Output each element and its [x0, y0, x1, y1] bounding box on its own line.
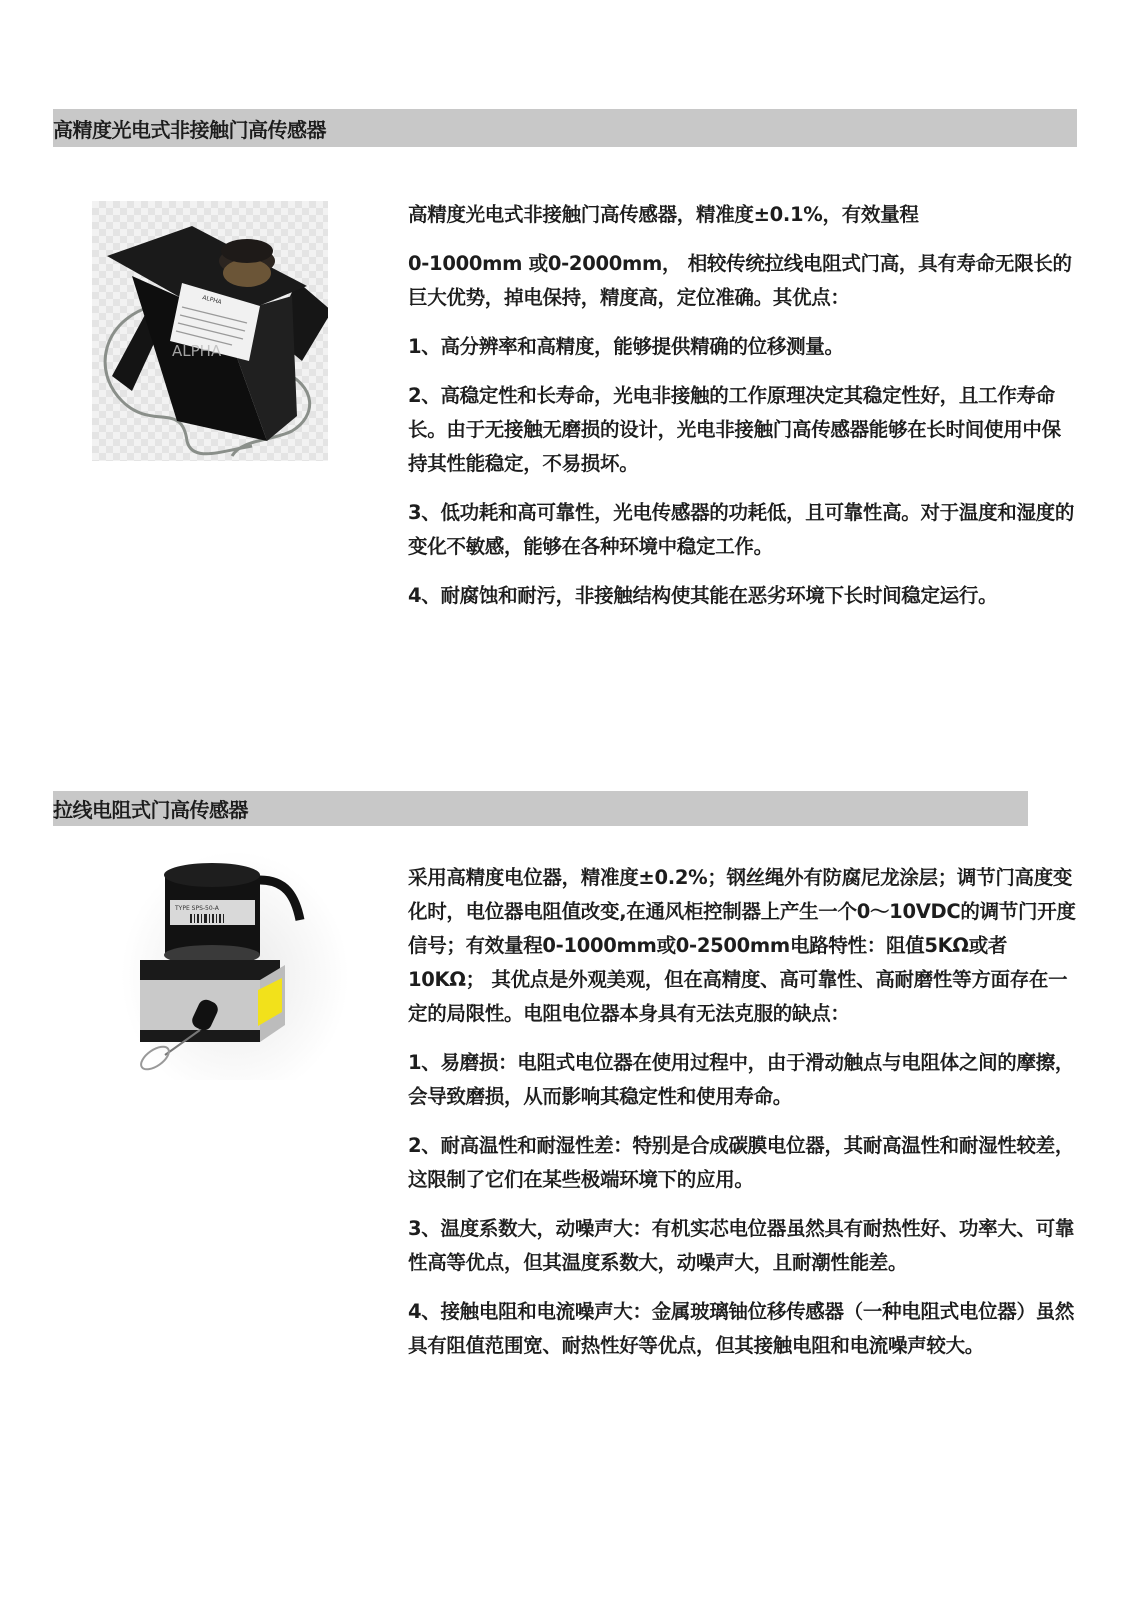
- product-image-draw-wire-sensor: [120, 850, 350, 1080]
- paragraph-drawback-2: 2、耐高温性和耐湿性差：特别是合成碳膜电位器，其耐高温性和耐湿性较差，这限制了它们在某些极端环境下的应用。: [408, 1134, 1075, 1191]
- paragraph-drawback-1: 1、易磨损：电阻式电位器在使用过程中，由于滑动触点与电阻体之间的摩擦，会导致磨损，从而影响其稳定性和使用寿命。: [408, 1051, 1075, 1108]
- photoelectric-sensor-illustration: [92, 201, 328, 461]
- paragraph-intro: 高精度光电式非接触门高传感器，精准度±0.1%，有效量程: [408, 203, 919, 226]
- section-header-draw-wire: [53, 791, 1028, 826]
- paragraph-drawback-4: 4、接触电阻和电流噪声大：金属玻璃铀位移传感器（一种电阻式电位器）虽然具有阻值范围宽、耐热性好等优点，但其接触电阻和电流噪声较大。: [408, 1300, 1075, 1357]
- paragraph-range: 0-1000mm 或0-2000mm， 相较传统拉线电阻式门高，具有寿命无限长的巨大优势，掉电保持，精度高，定位准确。其优点：: [408, 252, 1072, 309]
- paragraph-drawback-3: 3、温度系数大，动噪声大：有机实芯电位器虽然具有耐热性好、功率大、可靠性高等优点，但其温度系数大，动噪声大，且耐潮性能差。: [408, 1217, 1075, 1274]
- draw-wire-sensor-illustration: [120, 850, 350, 1080]
- section-title: 拉线电阻式门高传感器: [53, 798, 248, 822]
- paragraph-advantage-1: 1、高分辨率和高精度，能够提供精确的位移测量。: [408, 335, 844, 358]
- section-header-photoelectric: [53, 109, 1077, 147]
- product-image-photoelectric-sensor: [92, 201, 328, 461]
- sensor-type-label: TYPE SPS-50-A: [175, 905, 219, 912]
- paragraph-intro: 采用高精度电位器，精准度±0.2%；钢丝绳外有防腐尼龙涂层；调节门高度变化时，电位器电阻值改变,在通风柜控制器上产生一个0～10VDC的调节门开度信号；有效量程0-1000mm或0-2500mm电路特性：阻值5KΩ或者10KΩ； 其优点是外观美观，但在高精度、高可靠性、高耐磨性等方面存在一定的局限性。电阻电位器本身具有无法克服的缺点：: [408, 866, 1076, 1025]
- section-body-draw-wire: [408, 861, 1078, 1378]
- paragraph-advantage-2: 2、高稳定性和长寿命，光电非接触的工作原理决定其稳定性好，且工作寿命长。由于无接触无磨损的设计，光电非接触门高传感器能够在长时间使用中保持其性能稳定，不易损坏。: [408, 384, 1061, 475]
- svg-text:ALPHA: ALPHA: [201, 294, 223, 307]
- paragraph-advantage-4: 4、耐腐蚀和耐污，非接触结构使其能在恶劣环境下长时间稳定运行。: [408, 584, 998, 607]
- paragraph-advantage-3: 3、低功耗和高可靠性，光电传感器的功耗低，且可靠性高。对于温度和湿度的变化不敏感，能够在各种环境中稳定工作。: [408, 501, 1075, 558]
- section-body-photoelectric: [408, 198, 1078, 628]
- svg-text:ALPHA: ALPHA: [172, 342, 222, 360]
- section-title: 高精度光电式非接触门高传感器: [53, 117, 326, 142]
